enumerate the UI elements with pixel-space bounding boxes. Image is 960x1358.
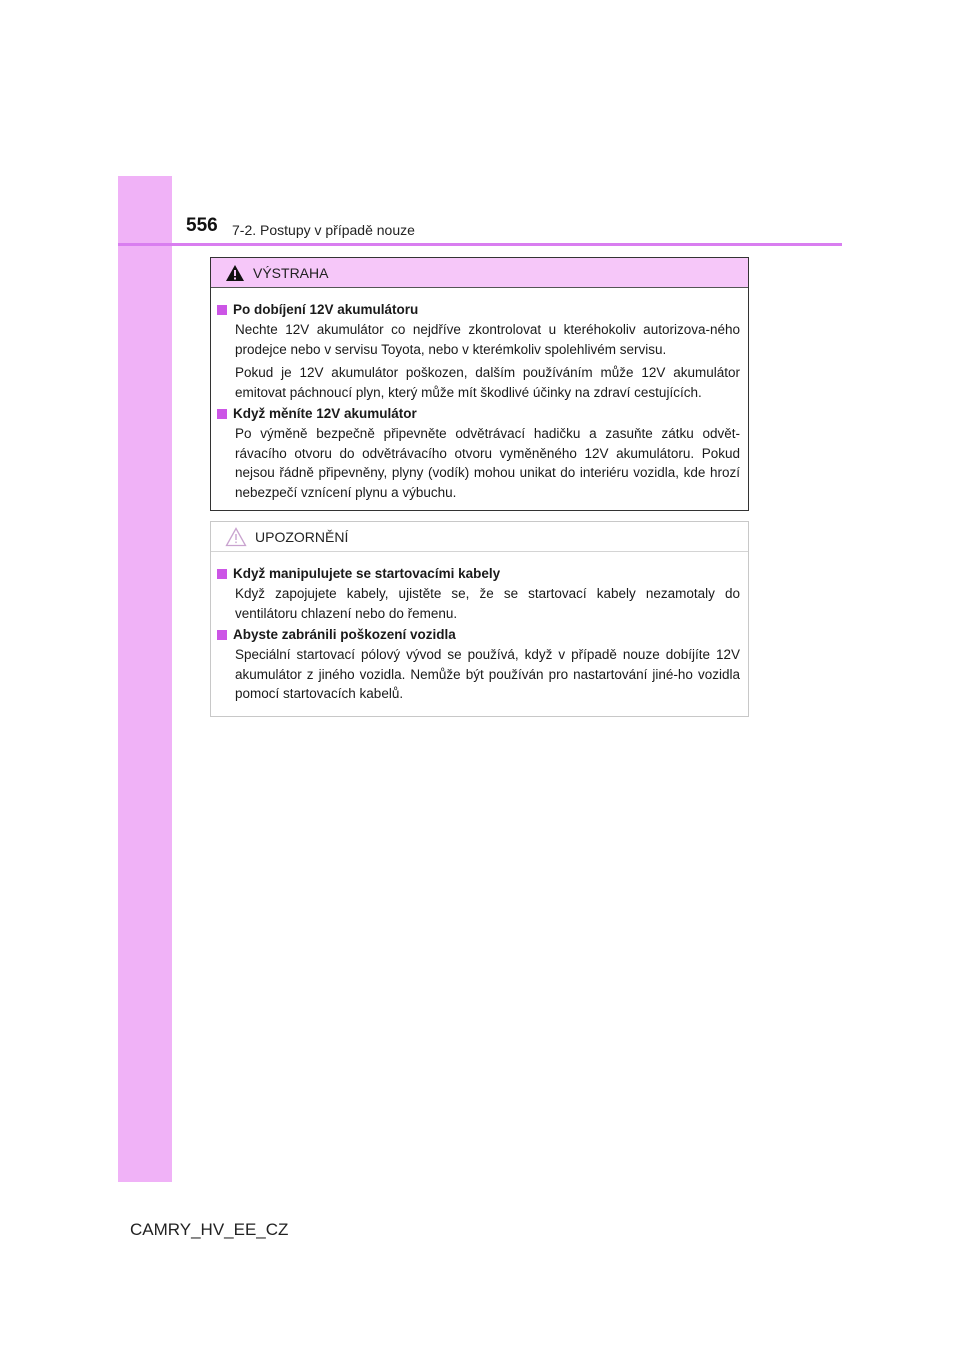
caution-paragraph: Speciální startovací pólový vývod se používá, když v případě nouze dobíjíte 12V akumulátor z jiného vozidla. Nemůže být používán pro nastartování jiné-ho vozidla pomocí startovacích kabelů. bbox=[235, 647, 740, 701]
square-bullet-icon bbox=[217, 409, 227, 419]
caution-item-title-text: Abyste zabránili poškození vozidla bbox=[233, 627, 456, 642]
caution-triangle-outline-icon bbox=[225, 527, 247, 547]
section-title: 7-2. Postupy v případě nouze bbox=[232, 222, 415, 238]
caution-header bbox=[211, 522, 748, 552]
square-bullet-icon bbox=[217, 569, 227, 579]
warning-box bbox=[210, 257, 749, 511]
warning-triangle-icon bbox=[225, 264, 245, 282]
warning-item-title-text: Když měníte 12V akumulátor bbox=[233, 406, 417, 421]
caution-box bbox=[210, 521, 749, 717]
caution-item-title-text: Když manipulujete se startovacími kabely bbox=[233, 566, 501, 581]
document-code: CAMRY_HV_EE_CZ bbox=[130, 1220, 289, 1239]
caution-body bbox=[211, 552, 748, 704]
side-tab-band bbox=[118, 176, 172, 1182]
caution-label: UPOZORNĚNÍ bbox=[255, 528, 349, 545]
warning-item-title-text: Po dobíjení 12V akumulátoru bbox=[233, 302, 419, 317]
page-number: 556 bbox=[186, 215, 218, 236]
warning-item-title bbox=[217, 302, 740, 317]
warning-label: VÝSTRAHA bbox=[253, 264, 329, 281]
warning-paragraph: Pokud je 12V akumulátor poškozen, dalším používáním může 12V akumulátor emitovat páchnoucí plyn, který může mít škodlivé účinky na zdraví cestujících. bbox=[235, 365, 740, 400]
square-bullet-icon bbox=[217, 305, 227, 315]
warning-item-title bbox=[217, 406, 740, 421]
caution-item-title bbox=[217, 566, 740, 581]
caution-item-title bbox=[217, 627, 740, 642]
header-rule bbox=[118, 243, 842, 246]
warning-paragraph: Po výměně bezpečně připevněte odvětrávací hadičku a zasuňte zátku odvět-rávacího otvoru do odvětrávacího otvoru vyměněného 12V akumulátoru. Pokud nejsou řádně připevněny, plyny (vodík) mohou unikat do interiéru vozidla, kde hrozí nebezpečí vznícení plynu a výbuchu. bbox=[235, 426, 740, 500]
warning-body bbox=[211, 288, 748, 502]
square-bullet-icon bbox=[217, 630, 227, 640]
warning-header bbox=[211, 258, 748, 288]
warning-paragraph: Nechte 12V akumulátor co nejdříve zkontrolovat u kteréhokoliv autorizova-ného prodejce nebo v servisu Toyota, nebo v kterémkoliv spolehlivém servisu. bbox=[235, 322, 740, 357]
caution-paragraph: Když zapojujete kabely, ujistěte se, že se startovací kabely nezamotaly do ventilátoru chlazení nebo do řemenu. bbox=[235, 586, 740, 621]
